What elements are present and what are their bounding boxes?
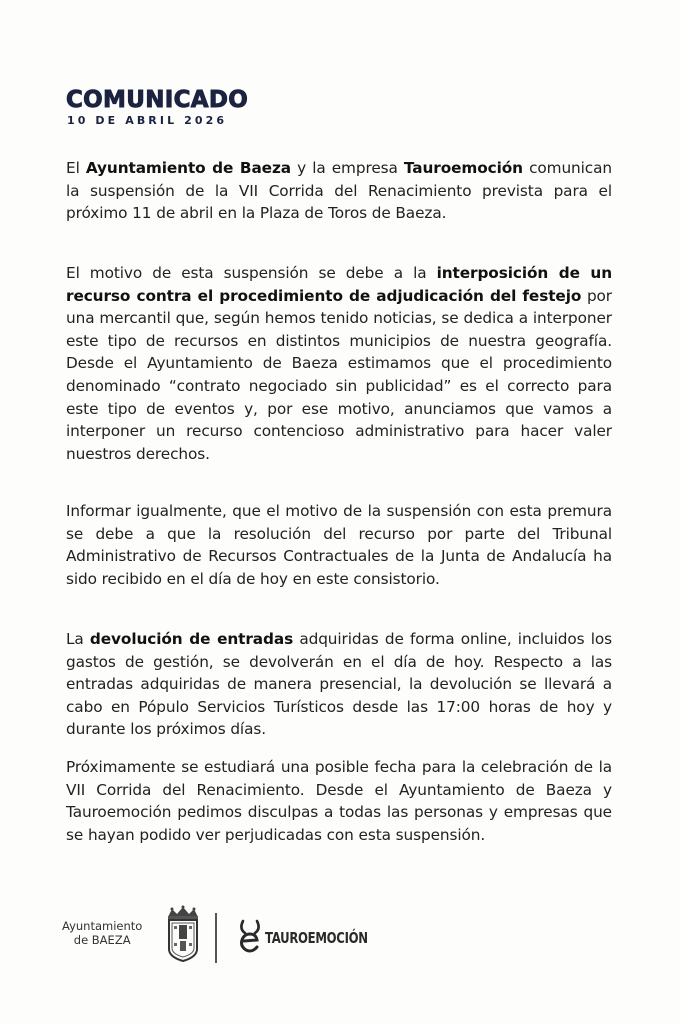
text-segment: y la empresa xyxy=(290,159,404,177)
coat-of-arms-icon xyxy=(160,905,206,963)
page-title: COMUNICADO xyxy=(66,87,249,113)
footer-logos xyxy=(0,905,680,965)
text-segment: El motivo de esta suspensión se debe a la xyxy=(66,264,437,282)
ayuntamiento-logo-text xyxy=(62,919,142,947)
bold-phrase: interposición de un recurso contra el procedimiento de adjudicación del festejo xyxy=(66,264,612,305)
logo-divider xyxy=(215,913,217,963)
text-segment: La xyxy=(66,630,90,648)
paragraph-urgency xyxy=(66,500,612,590)
bold-phrase: Tauroemoción xyxy=(403,159,523,177)
header xyxy=(66,87,248,128)
bold-phrase: devolución de entradas xyxy=(89,630,294,648)
text-segment: comunican la suspensión de la VII Corrida del Renacimiento prevista para el próximo 11 de abril en la Plaza de Toros de Baeza. xyxy=(66,159,612,223)
ayuntamiento-line2: de BAEZA xyxy=(73,933,131,947)
paragraph-reason xyxy=(66,262,612,465)
paragraph-refunds xyxy=(66,628,612,741)
text-segment: Informar igualmente, que el motivo de la suspensión con esta premura se debe a que la resolución del recurso por parte del Tribunal Administrativo de Recursos Contractuales de la Junta de Andalucía ha sido recibido en el día de hoy en este consistorio. xyxy=(66,502,612,588)
text-segment: Próximamente se estudiará una posible fecha para la celebración de la VII Corrida del Renacimiento. Desde el Ayuntamiento de Baeza y Tauroemoción pedimos disculpas a todas las personas y empresas que se hayan podido ver perjudicadas con esta suspensión. xyxy=(66,758,612,844)
paragraph-announcement xyxy=(66,157,612,225)
paragraph-apology xyxy=(66,756,612,846)
release-date: 10 DE ABRIL 2026 xyxy=(67,114,228,127)
ayuntamiento-line1: Ayuntamiento xyxy=(62,919,143,933)
text-segment: por una mercantil que, según hemos tenido noticias, se dedica a interponer este tipo de recursos en distintos municipios de nuestra geografía. Desde el Ayuntamiento de Baeza estimamos que el procedimiento denominado “contrato negociado sin publicidad” es el correcto para este tipo de eventos y, por ese motivo, anunciamos que vamos a interponer un recurso contencioso administrativo para hacer valer nuestros derechos. xyxy=(66,286,612,463)
bull-horns-e-icon xyxy=(238,919,262,955)
bold-phrase: Ayuntamiento de Baeza xyxy=(85,159,291,177)
text-segment: adquiridas de forma online, incluidos los gastos de gestión, se devolverán en el día de hoy. Respecto a las entradas adquiridas de manera presencial, la devolución se llevará a cabo en Pópulo Servicios Turísticos desde las 17:00 horas de hoy y durante los próximos días. xyxy=(66,630,612,739)
tauroemocion-logo-text: TAUROEMOCIÓN xyxy=(265,929,368,947)
text-segment: El xyxy=(66,159,86,177)
